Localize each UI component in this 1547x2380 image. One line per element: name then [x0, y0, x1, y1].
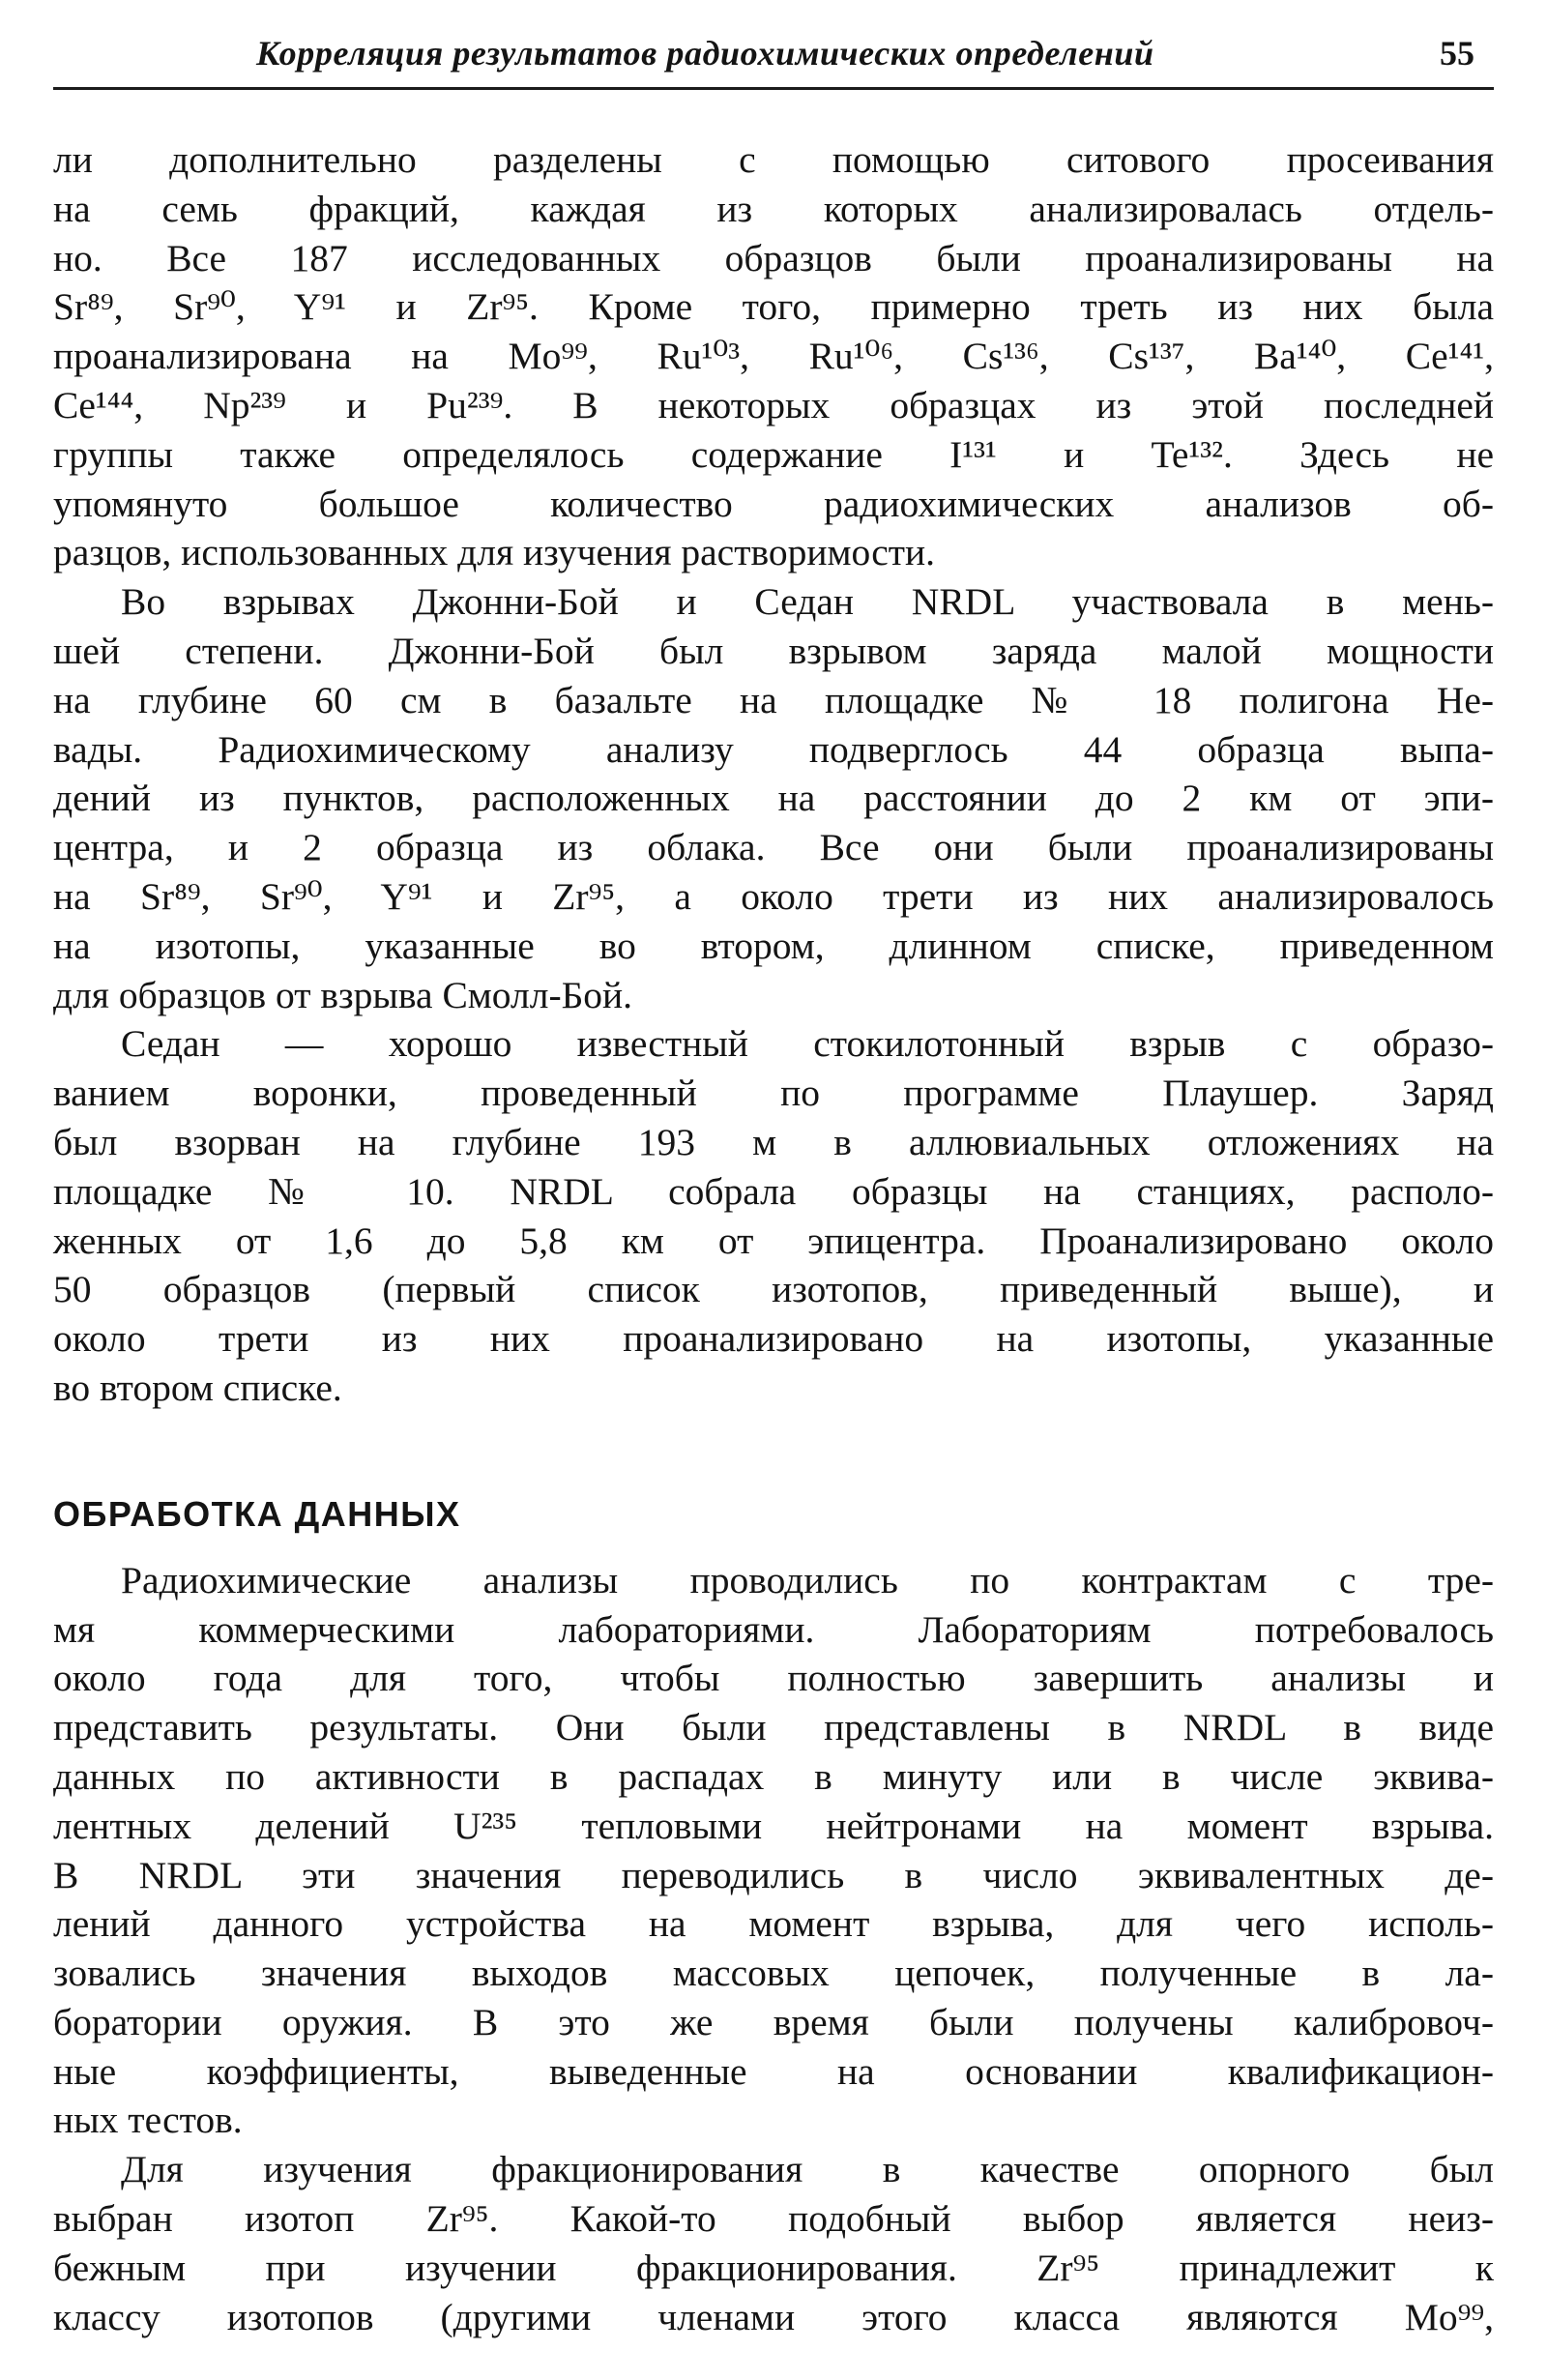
text-line: группы также определялось содержание I¹³¹ и Te¹³². Здесь не [53, 432, 1494, 476]
text-line: 50 образцов (первый список изотопов, приведенный выше), и [53, 1268, 1494, 1311]
text-line: на изотопы, указанные во втором, длинном списке, приведенном [53, 924, 1494, 967]
paragraph [53, 1019, 1494, 1412]
text-line: лентных делений U²³⁵ тепловыми нейтронами на момент взрыва. [53, 1804, 1494, 1847]
text-line: был взорван на глубине 193 м в аллювиальных отложениях на [53, 1120, 1494, 1163]
paragraph [53, 135, 1494, 577]
text-line: на семь фракций, каждая из которых анализировалась отдель- [53, 187, 1494, 230]
text-line: ванием воронки, проведенный по программе Плаушер. Заряд [53, 1072, 1494, 1115]
running-head [53, 33, 1494, 89]
text-line: центра, и 2 образца из облака. Все они были проанализированы [53, 826, 1494, 869]
text-line: зовались значения выходов массовых цепочек, полученные в ла- [53, 1952, 1494, 1995]
text-line: выбран изотоп Zr⁹⁵. Какой-то подобный выбор является неиз- [53, 2197, 1494, 2241]
text-line: для образцов от взрыва Смолл-Бой. [53, 973, 633, 1016]
text-line: проанализирована на Mo⁹⁹, Ru¹⁰³, Ru¹⁰⁶, Cs¹³⁶, Cs¹³⁷, Ba¹⁴⁰, Ce¹⁴¹, [53, 335, 1494, 378]
book-page [53, 0, 1494, 2380]
text-line: на глубине 60 см в базальте на площадке № 18 полигона Не- [53, 678, 1494, 721]
text-line: во втором списке. [53, 1366, 342, 1409]
text-line: Для изучения фракционирования в качестве опорного был [121, 2148, 1494, 2191]
page-number: 55 [1440, 34, 1474, 73]
text-line: Ce¹⁴⁴, Np²³⁹ и Pu²³⁹. В некоторых образцах из этой последней [53, 383, 1494, 426]
text-line: разцов, использованных для изучения растворимости. [53, 531, 936, 574]
paragraph [53, 2145, 1494, 2341]
text-line: ли дополнительно разделены с помощью ситового просеивания [53, 138, 1494, 181]
text-line: дений из пунктов, расположенных на расстоянии до 2 км от эпи- [53, 777, 1494, 820]
text-line: Радиохимические анализы проводились по контрактам с тре- [121, 1558, 1494, 1601]
text-line: но. Все 187 исследованных образцов были проанализированы на [53, 236, 1494, 279]
text-line: боратории оружия. В это же время были получены калибровоч- [53, 2000, 1494, 2043]
text-line: мя коммерческими лабораториями. Лабораториям потребовалось [53, 1607, 1494, 1651]
text-line: лений данного устройства на момент взрыва, для чего исполь- [53, 1902, 1494, 1946]
text-line: классу изотопов (другими членами этого класса являются Mo⁹⁹, [53, 2295, 1494, 2338]
text-line: упомянуто большое количество радиохимических анализов об- [53, 482, 1494, 525]
text-line: бежным при изучении фракционирования. Zr⁹⁵ принадлежит к [53, 2246, 1494, 2289]
text-line: В NRDL эти значения переводились в число эквивалентных де- [53, 1853, 1494, 1896]
text-line: около года для того, чтобы полностью завершить анализы и [53, 1657, 1494, 1700]
text-line: данных по активности в распадах в минуту или в числе эквива- [53, 1754, 1494, 1798]
body-text [53, 135, 1494, 2341]
header-rule [53, 87, 1494, 90]
section-heading: ОБРАБОТКА ДАННЫХ [53, 1493, 461, 1534]
text-line: представить результаты. Они были представлены в NRDL в виде [53, 1706, 1494, 1749]
paragraph [53, 577, 1494, 1019]
text-line: шей степени. Джонни-Бой был взрывом заряда малой мощности [53, 629, 1494, 672]
text-line: Седан — хорошо известный стокилотонный взрыв с образо- [121, 1022, 1494, 1066]
text-line: на Sr⁸⁹, Sr⁹⁰, Y⁹¹ и Zr⁹⁵, а около трети из них анализировалось [53, 874, 1494, 918]
paragraph [53, 1556, 1494, 2146]
text-line: ные коэффициенты, выведенные на основании квалификацион- [53, 2049, 1494, 2093]
text-line: ных тестов. [53, 2099, 243, 2142]
text-line: около трети из них проанализировано на изотопы, указанные [53, 1317, 1494, 1361]
text-line: Sr⁸⁹, Sr⁹⁰, Y⁹¹ и Zr⁹⁵. Кроме того, примерно треть из них была [53, 285, 1494, 329]
text-line: Во взрывах Джонни-Бой и Седан NRDL участвовала в мень- [121, 580, 1494, 624]
text-line: женных от 1,6 до 5,8 км от эпицентра. Проанализировано около [53, 1219, 1494, 1262]
text-line: вады. Радиохимическому анализу подверглось 44 образца выпа- [53, 727, 1494, 771]
text-line: площадке № 10. NRDL собрала образцы на станциях, располо- [53, 1169, 1494, 1213]
running-head-title: Корреляция результатов радиохимических определений [256, 34, 1154, 73]
